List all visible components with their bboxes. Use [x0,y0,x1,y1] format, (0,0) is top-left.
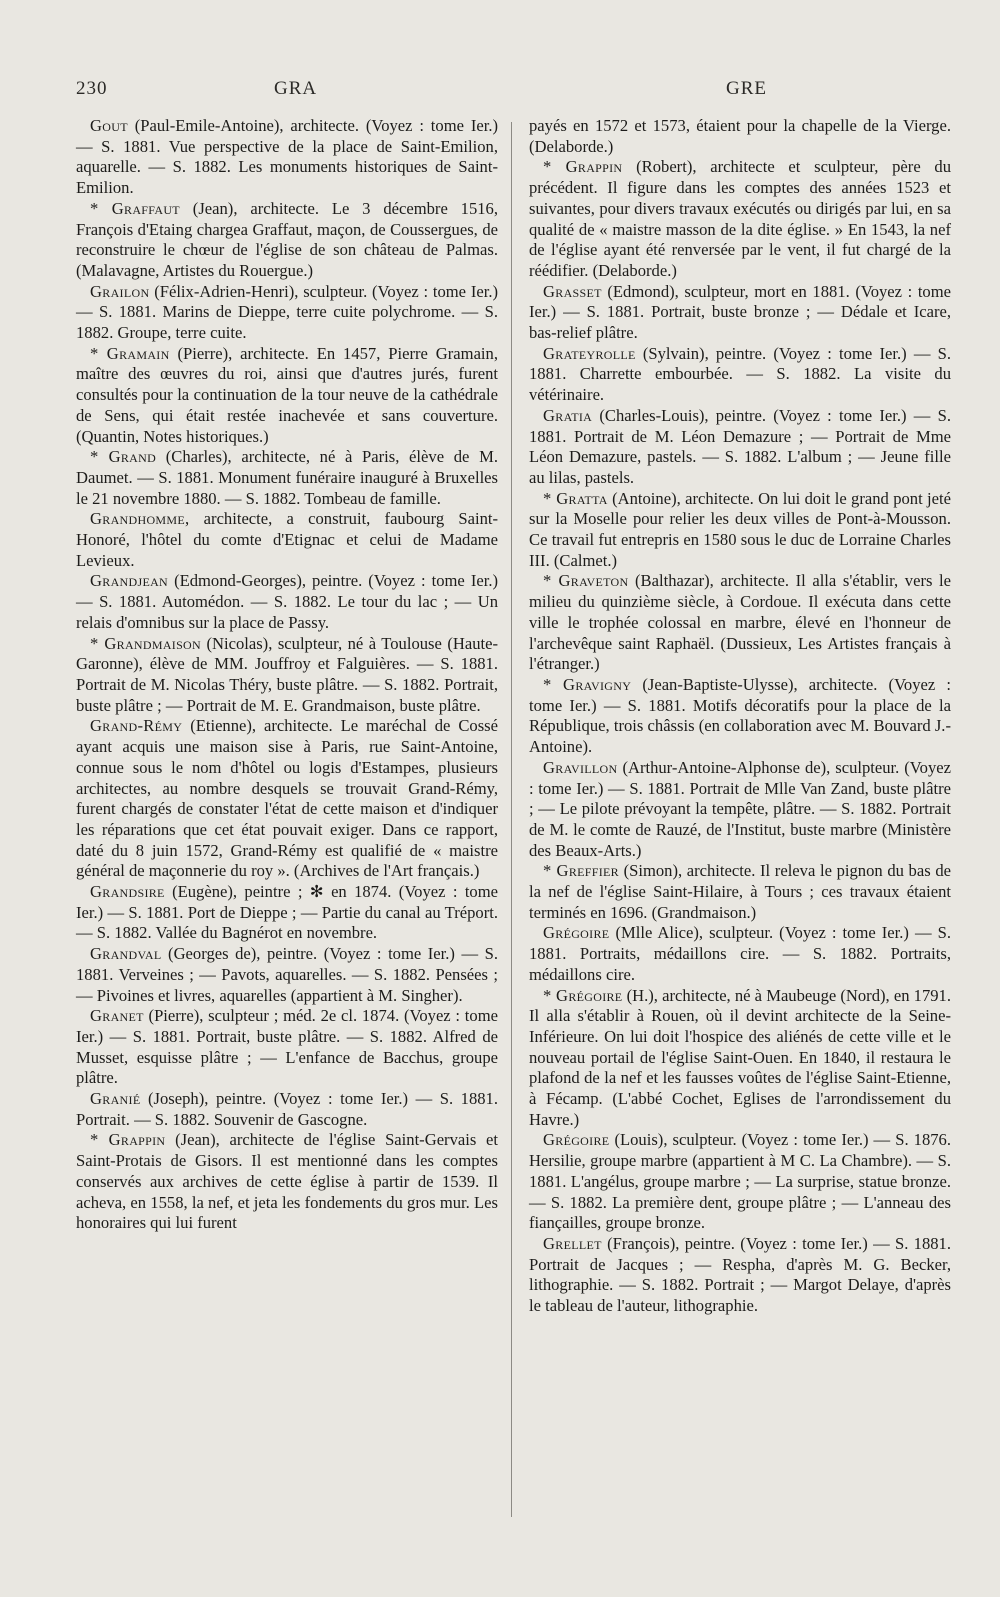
entry-name: Grandsire [90,882,165,902]
dictionary-entry [529,489,951,572]
entry-text: (Louis), sculpteur. (Voyez : tome Ier.) — S. 1876. Hersilie, groupe marbre (appartient à M C. La Chambre). — S. 1881. L'angélus, groupe marbre ; — La surprise, statue bronze. — S. 1882. La première dent, groupe plâtre ; — L'anneau des fiançailles, groupe bronze. [529,1130,951,1233]
entry-text: (Edmond), sculpteur, mort en 1881. (Voyez : tome Ier.) — S. 1881. Portrait, buste bronze ; — Dédale et Icare, bas-relief plâtre. [529,281,951,343]
entry-text: (Paul-Emile-Antoine), architecte. (Voyez : tome Ier.) — S. 1881. Vue perspective de la place de Saint-Emilion, aquarelle. — S. 1882. Les monuments historiques de Saint-Emilion. [76,116,498,198]
dictionary-entry [76,1130,498,1234]
entry-name: * Grégoire [543,985,623,1005]
entry-text: (Pierre), architecte. En 1457, Pierre Gramain, maître des œuvres du roi, ainsi que d'autres jurés, furent consultés pour la continuation de la tour neuve de la cathédrale de Sens, qui était restée inachevée et sans couverture. (Quantin, Notes historiques.) [76,343,498,446]
entry-text: (Edmond-Georges), peintre. (Voyez : tome Ier.) — S. 1881. Automédon. — S. 1882. Le tour du lac ; — Un relais d'omnibus sur la place de Passy. [76,571,498,632]
dictionary-entry [76,634,498,717]
entry-name: * Gramain [90,343,170,363]
entry-name: * Grappin [543,157,623,177]
dictionary-entry [76,344,498,448]
entry-name: Grand-Rémy [90,716,183,736]
dictionary-entry [529,571,951,675]
entry-name: Gout [90,116,128,135]
dictionary-entry [76,509,498,571]
dictionary-entry [529,1234,951,1317]
dictionary-entry [529,986,951,1131]
entry-text: (Charles), architecte, né à Paris, élève de M. Daumet. — S. 1881. Monument funéraire inauguré à Bruxelles le 21 novembre 1880. — S. 1882. Tombeau de famille. [76,447,498,508]
left-column [76,116,498,1234]
entry-name: * Grandmaison [90,633,201,653]
entry-name: * Graffaut [90,198,180,218]
right-column [529,116,951,1317]
entry-name: Grégoire [543,1130,610,1150]
entry-name: Grandjean [90,571,169,591]
right-running-head: GRE [726,78,767,99]
entry-name: * Grappin [90,1130,166,1150]
entry-text: (Eugène), peintre ; ✻ en 1874. (Voyez : tome Ier.) — S. 1881. Port de Dieppe ; — Partie du canal au Tréport. — S. 1882. Vallée du Bagnérot en novembre. [76,882,498,943]
entry-text: (Joseph), peintre. (Voyez : tome Ier.) — S. 1881. Portrait. — S. 1882. Souvenir de Gascogne. [76,1089,498,1129]
page-number: 230 [76,78,108,99]
dictionary-entry [529,1130,951,1234]
entry-text: (Balthazar), architecte. Il alla s'établir, vers le milieu du quinzième siècle, à Cordoue. Il exécuta dans cette ville le trophée colossal en marbre, élevé en l'honneur de l'archevêque saint Raphaël. (Dussieux, Les Artistes français à l'étranger.) [529,571,951,674]
dictionary-entry [529,282,951,344]
entry-name: Grandhomme, [90,509,190,529]
dictionary-entry [529,157,951,281]
entry-name: * Greffier [543,861,619,881]
entry-name: Grailon [90,281,150,301]
entry-text: (Simon), architecte. Il releva le pignon du bas de la nef de l'église Saint-Hilaire, à Tours ; ces travaux étaient terminés en 1696. (Grandmaison.) [529,861,951,922]
dictionary-entry [76,116,498,199]
entry-name: * Gratta [543,488,608,508]
entry-name: Grasset [543,281,602,301]
dictionary-entry [76,882,498,944]
entry-name: Granié [90,1089,141,1109]
entry-text: (Félix-Adrien-Henri), sculpteur. (Voyez : tome Ier.) — S. 1881. Marins de Dieppe, terre cuite polychrome. — S. 1882. Groupe, terre cuite. [76,281,498,343]
entry-name: * Grand [90,447,157,467]
dictionary-entry [76,447,498,509]
entry-text: architecte, a construit, faubourg Saint-Honoré, l'hôtel du comte d'Etignac et celui de Madame Levieux. [76,509,499,570]
entry-name: Gratia [543,405,593,425]
dictionary-entry [529,344,951,406]
entry-text: (Nicolas), sculpteur, né à Toulouse (Haute-Garonne), élève de MM. Jouffroy et Falguières. — S. 1881. Portrait de M. Nicolas Théry, buste plâtre. — S. 1882. Portrait, buste plâtre ; — Portrait de M. E. Grandmaison, buste plâtre. [76,633,499,715]
entry-name: Grégoire [543,923,610,943]
entry-text: (H.), architecte, né à Maubeuge (Nord), en 1791. Il alla s'établir à Rouen, où il devint architecte de la Seine-Inférieure. On lui doit l'hospice des aliénés de cette ville et le nouveau portail de l'église Saint-Ouen. En 1840, il restaura le plafond de la nef et les fausses voûtes de l'église Saint-Etienne, à Fécamp. (L'abbé Cochet, Eglises de l'arrondissement du Havre.) [529,985,951,1129]
entry-text: (Arthur-Antoine-Alphonse de), sculpteur. (Voyez : tome Ier.) — S. 1881. Portrait de Mlle Van Zand, buste plâtre ; — Le pilote prévoyant la tempête, plâtre. — S. 1882. Portrait de M. le comte de Rauzé, de l'Institut, buste marbre (Ministère des Beaux-Arts.) [529,757,951,860]
entry-text: (Jean), architecte. Le 3 décembre 1516, François d'Etaing chargea Graffaut, maçon, de Coussergues, de reconstruire le chœur de l'église de son château de Palmas. (Malavagne, Artistes du Rouergue.) [76,198,498,280]
entry-name: Gravillon [543,757,618,777]
dictionary-entry [76,571,498,633]
entry-text: (Georges de), peintre. (Voyez : tome Ier.) — S. 1881. Verveines ; — Pavots, aquarelles. — S. 1882. Pensées ; — Pivoines et livres, aquarelles (appartient à M. Singher). [76,944,498,1005]
dictionary-entry [529,406,951,489]
dictionary-entry [529,923,951,985]
dictionary-entry [529,116,951,157]
dictionary-entry [529,758,951,862]
dictionary-entry [76,282,498,344]
entry-text: (Jean-Baptiste-Ulysse), architecte. (Voyez : tome Ier.) — S. 1881. Motifs décoratifs pour la place de la République, trois châssis (en collaboration avec M. Bouvard J.-Antoine). [529,674,951,757]
entry-name: Grandval [90,944,162,964]
dictionary-entry [76,944,498,1006]
entry-text: payés en 1572 et 1573, étaient pour la chapelle de la Vierge. (Delaborde.) [529,116,951,156]
entry-text: (Charles-Louis), peintre. (Voyez : tome Ier.) — S. 1881. Portrait de M. Léon Demazure ; — Portrait de Mme Léon Demazure, pastels. — S. 1882. L'album ; — Jeune fille au lilas, pastels. [529,405,951,487]
entry-name: Grateyrolle [543,343,636,363]
entry-text: (François), peintre. (Voyez : tome Ier.) — S. 1881. Portrait de Jacques ; — Respha, d'après M. G. Becker, lithographie. — S. 1882. Portrait ; — Margot Delaye, d'après le tableau de l'auteur, lithographie. [529,1233,952,1316]
entry-text: (Jean), architecte de l'église Saint-Gervais et Saint-Protais de Gisors. Il est mentionné dans les comptes conservés aux archives de cette église à partir de 1539. Il acheva, en 1558, la nef, et jeta les fondements du gros mur. Les honoraires qui lui furent [76,1130,498,1233]
entry-name: Granet [90,1006,144,1026]
entry-name: Grellet [543,1233,602,1253]
dictionary-entry [76,1006,498,1089]
left-running-head: GRA [274,78,318,99]
dictionary-entry [529,861,951,923]
entry-name: * Graveton [543,571,629,591]
dictionary-entry [76,1089,498,1130]
entry-text: (Robert), architecte et sculpteur, père du précédent. Il figure dans les comptes des années 1523 et suivantes, pour divers travaux exécutés ou dirigés par lui, en sa qualité de « maistre masson de la dite église. » En 1543, la nef de l'église ayant été renversée par le vent, il fut chargé de la réédifier. (Delaborde.) [529,157,952,280]
entry-text: (Antoine), architecte. On lui doit le grand pont jeté sur la Moselle pour relier les deux villes de Pont-à-Mousson. Ce travail fut entrepris en 1580 sous le duc de Lorraine Charles III. (Calmet.) [529,488,951,570]
entry-text: (Mlle Alice), sculpteur. (Voyez : tome Ier.) — S. 1881. Portraits, médaillons cire. — S. 1882. Portraits, médaillons cire. [529,923,951,984]
column-divider [511,122,512,1517]
entry-text: (Etienne), architecte. Le maréchal de Cossé ayant acquis une maison sise à Paris, rue Saint-Antoine, connue sous le nom d'hôtel ou logis d'Estampes, plusieurs architectes, au nombre desquels se trouvait Grand-Rémy, furent chargés de constater l'état de cette maison et d'indiquer les réparations que cet état pouvait exiger. Dans ce rapport, daté du 8 juin 1572, Grand-Rémy est qualifié de « maistre général de maçonnerie du roy ». (Archives de l'Art français.) [76,716,498,881]
dictionary-entry [76,199,498,282]
dictionary-entry [529,675,951,758]
entry-text: (Pierre), sculpteur ; méd. 2e cl. 1874. (Voyez : tome Ier.) — S. 1881. Portrait, buste plâtre. — S. 1882. Alfred de Musset, esquisse plâtre ; — L'enfance de Bacchus, groupe plâtre. [76,1006,498,1088]
entry-name: * Gravigny [543,674,632,694]
entry-text: (Sylvain), peintre. (Voyez : tome Ier.) — S. 1881. Charrette embourbée. — S. 1882. La visite du vétérinaire. [529,343,951,405]
dictionary-entry [76,716,498,882]
